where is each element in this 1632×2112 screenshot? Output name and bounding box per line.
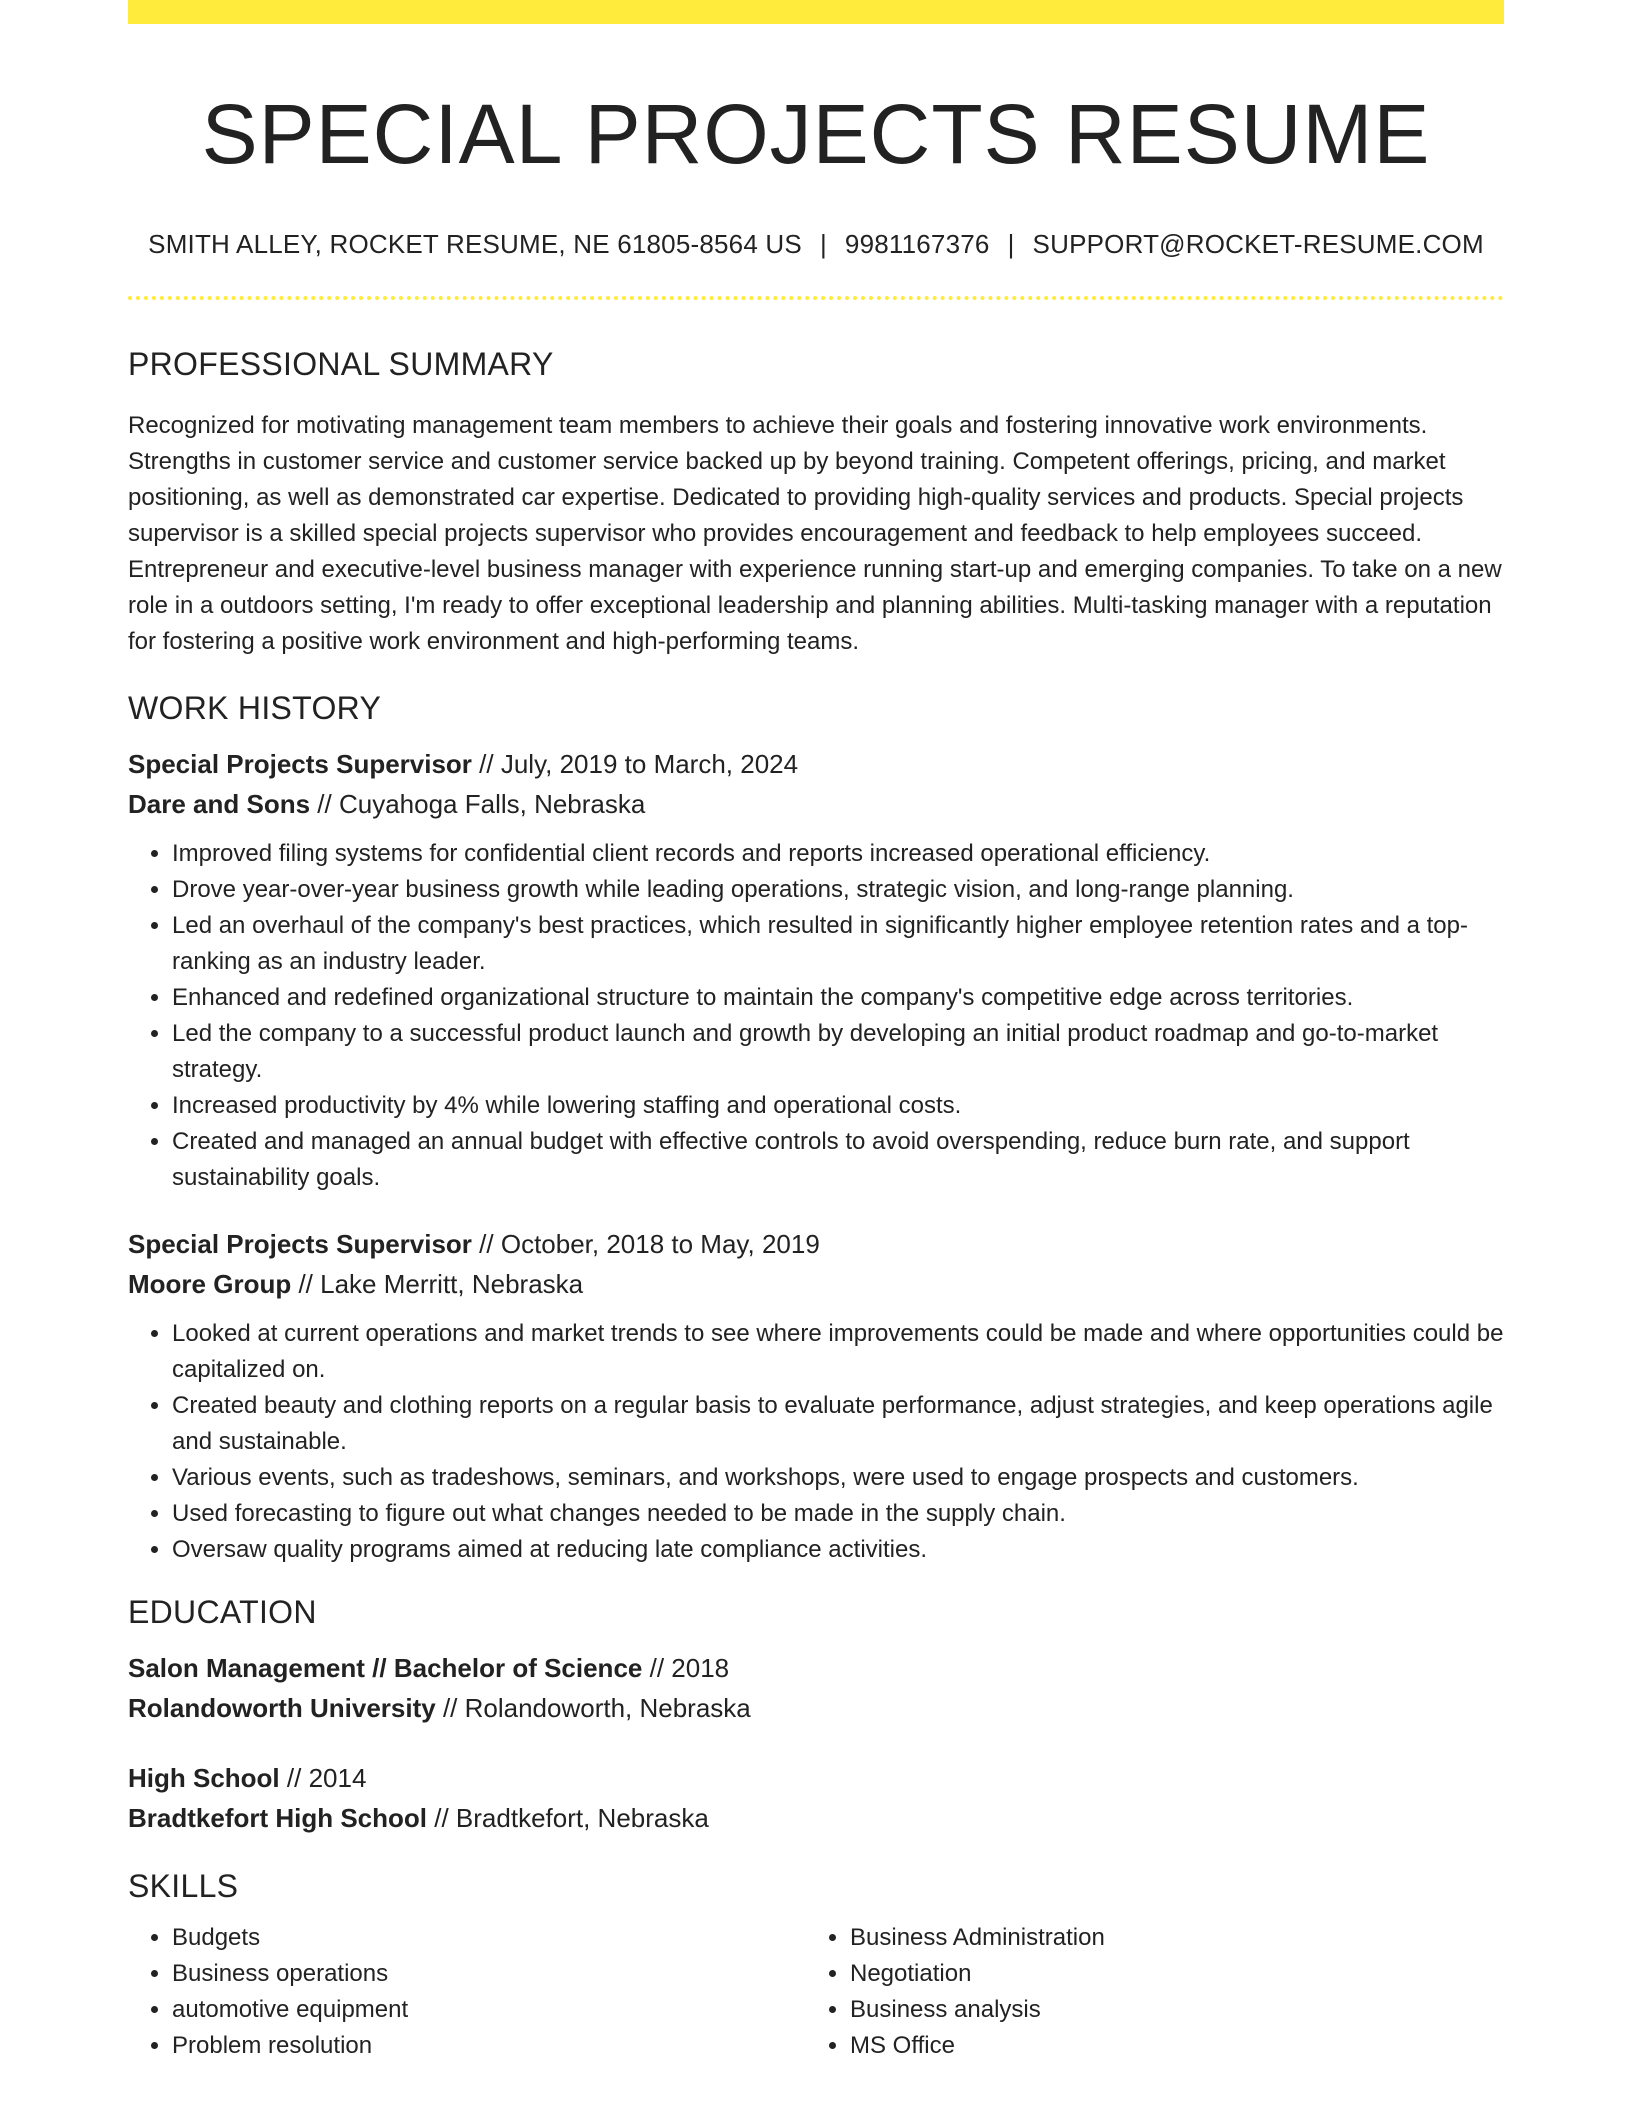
list-item: • Enhanced and redefined organizational structure to maintain the company's competitive edge across territories. [172, 980, 1504, 1016]
skills-left-column [128, 1920, 806, 2064]
contact-line [128, 228, 1504, 260]
list-item: • Oversaw quality programs aimed at reducing late compliance activities. [172, 1532, 1504, 1568]
contact-address: SMITH ALLEY, ROCKET RESUME, NE 61805-8564 US [148, 229, 802, 259]
skill-item: • automotive equipment [172, 1992, 806, 2028]
job-company: Dare and Sons [128, 789, 311, 819]
education-location: // Bradtkefort, Nebraska [434, 1803, 709, 1833]
job-title: Special Projects Supervisor [128, 1229, 472, 1259]
resume-title: SPECIAL PROJECTS RESUME [201, 87, 1431, 181]
job-title-line [128, 744, 1504, 784]
skill-item: • Problem resolution [172, 2028, 806, 2064]
contact-phone: 9981167376 [844, 229, 990, 259]
education-school: Bradtkefort High School [128, 1803, 428, 1833]
skill-item: • MS Office [850, 2028, 1484, 2064]
list-item: • Drove year-over-year business growth while leading operations, strategic vision, and long-range planning. [172, 872, 1504, 908]
contact-separator: | [1007, 229, 1015, 259]
job-entry [128, 744, 1504, 1196]
job-entry [128, 1224, 1504, 1568]
list-item: • Looked at current operations and market trends to see where improvements could be made and where opportunities could be capitalized on. [172, 1316, 1504, 1388]
education-section [128, 1592, 1504, 1838]
skills-heading: SKILLS [128, 1868, 239, 1904]
list-item: • Led an overhaul of the company's best practices, which resulted in significantly higher employee retention rates and a top-ranking as an industry leader. [172, 908, 1504, 980]
job-company-line [128, 784, 1504, 824]
job-dates: // July, 2019 to March, 2024 [479, 749, 799, 779]
list-item: • Increased productivity by 4% while lowering staffing and operational costs. [172, 1088, 1504, 1124]
job-location: // Lake Merritt, Nebraska [298, 1269, 584, 1299]
skills-right-column [806, 1920, 1484, 2064]
skills-section [128, 1866, 1504, 2064]
job-title-line [128, 1224, 1504, 1264]
skill-item: • Negotiation [850, 1956, 1484, 1992]
contact-separator: | [819, 229, 827, 259]
summary-section [128, 344, 1504, 660]
job-dates: // October, 2018 to May, 2019 [479, 1229, 820, 1259]
list-item: • Led the company to a successful product launch and growth by developing an initial product roadmap and go-to-market strategy. [172, 1016, 1504, 1088]
skill-item: • Business operations [172, 1956, 806, 1992]
job-company-line [128, 1264, 1504, 1304]
education-degree-line [128, 1648, 1504, 1688]
list-item: • Various events, such as tradeshows, seminars, and workshops, were used to engage prospects and customers. [172, 1460, 1504, 1496]
top-accent-bar [128, 0, 1504, 24]
list-item: • Created and managed an annual budget with effective controls to avoid overspending, reduce burn rate, and support sustainability goals. [172, 1124, 1504, 1196]
education-heading: EDUCATION [128, 1594, 317, 1630]
job-company: Moore Group [128, 1269, 292, 1299]
education-degree: High School [128, 1763, 280, 1793]
education-year: // 2014 [286, 1763, 367, 1793]
dotted-divider [128, 296, 1504, 300]
job-bullets [128, 1316, 1504, 1568]
skills-columns [128, 1920, 1504, 2064]
skill-item: • Business Administration [850, 1920, 1484, 1956]
education-school-line [128, 1798, 1504, 1838]
list-item: • Improved filing systems for confidential client records and reports increased operational efficiency. [172, 836, 1504, 872]
education-year: // 2018 [649, 1653, 730, 1683]
summary-heading: PROFESSIONAL SUMMARY [128, 346, 554, 382]
work-history-section [128, 688, 1504, 1568]
summary-text: Recognized for motivating management team members to achieve their goals and fostering innovative work environments. Strengths in customer service and customer service backed up by beyond training. Competent offerings, pricing, and market positioning, as well as demonstrated car expertise. Dedicated to providing high-quality services and products. Special projects supervisor is a skilled special projects supervisor who provides encouragement and feedback to help employees succeed. Entrepreneur and executive-level business manager with experience running start-up and emerging companies. To take on a new role in a outdoors setting, I'm ready to offer exceptional leadership and planning abilities. Multi-tasking manager with a reputation for fostering a positive work environment and high-performing teams. [128, 412, 1502, 655]
work-history-heading: WORK HISTORY [128, 690, 382, 726]
resume-content [128, 24, 1504, 2064]
list-item: • Used forecasting to figure out what changes needed to be made in the supply chain. [172, 1496, 1504, 1532]
skill-item: • Budgets [172, 1920, 806, 1956]
contact-email: SUPPORT@ROCKET-RESUME.COM [1032, 229, 1484, 259]
education-school: Rolandoworth University [128, 1693, 436, 1723]
list-item: • Created beauty and clothing reports on a regular basis to evaluate performance, adjust strategies, and keep operations agile and sustainable. [172, 1388, 1504, 1460]
education-location: // Rolandoworth, Nebraska [442, 1693, 751, 1723]
skill-item: • Business analysis [850, 1992, 1484, 2028]
education-degree-line [128, 1758, 1504, 1798]
education-school-line [128, 1688, 1504, 1728]
job-bullets [128, 836, 1504, 1196]
job-title: Special Projects Supervisor [128, 749, 472, 779]
job-location: // Cuyahoga Falls, Nebraska [317, 789, 646, 819]
education-degree: Salon Management // Bachelor of Science [128, 1653, 643, 1683]
